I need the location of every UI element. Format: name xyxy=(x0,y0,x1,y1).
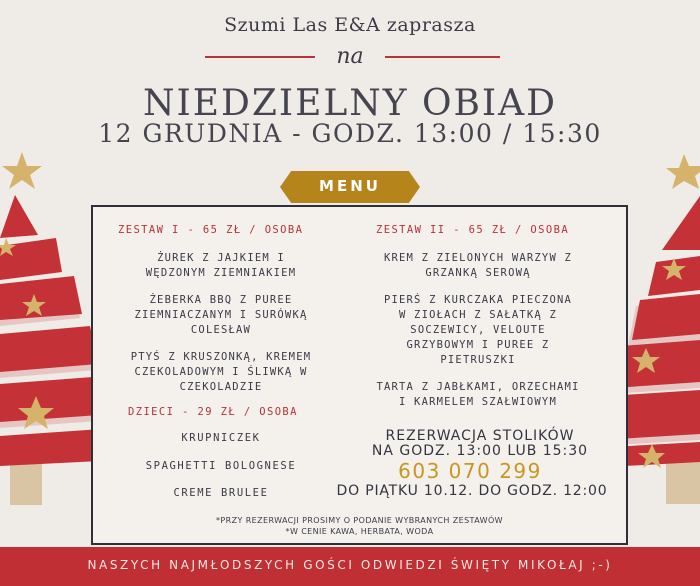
menu-item: PIERŚ Z KURCZAKA PIECZONA W ZIOŁACH Z SAŁATKĄ Z SOCZEWICY, VELOUTE GRZYBOWYM I PUREE Z PIETRUSZKI xyxy=(383,294,573,366)
divider-right xyxy=(385,56,500,58)
reservation-deadline: DO PIĄTKU 10.12. DO GODZ. 12:00 xyxy=(336,483,608,499)
kids-item: KRUPNICZEK xyxy=(181,432,261,444)
kids-header: DZIECI - 29 ZŁ / OSOBA xyxy=(128,406,298,418)
reservation-phone[interactable]: 603 070 299 xyxy=(398,459,542,483)
set-1-items xyxy=(96,251,346,395)
kids-item: SPAGHETTI BOLOGNESE xyxy=(145,460,297,472)
star-icon xyxy=(2,152,42,189)
page-title: NIEDZIELNY OBIAD xyxy=(142,83,558,124)
menu-label: MENU xyxy=(319,177,381,195)
event-date: 12 GRUDNIA - GODZ. 13:00 / 15:30 xyxy=(98,119,602,148)
menu-item: ŻEBERKA BBQ Z PUREE ZIEMNIACZANYM I SURÓWKĄ COLESŁAW xyxy=(134,294,308,336)
menu-item: ŻUREK Z JAJKIEM I WĘDZONYM ZIEMNIAKIEM xyxy=(145,252,297,279)
menu-item: PTYŚ Z KRUSZONKĄ, KREMEM CZEKOLADOWYM I ŚLIWKĄ W CZEKOLADZIE xyxy=(130,351,312,393)
na-text: na xyxy=(336,44,364,69)
menu-item: TARTA Z JABŁKAMI, ORZECHAMI I KARMELEM SZAŁWIOWYM xyxy=(376,381,580,408)
note-line: *PRZY REZERWACJI PROSIMY O PODANIE WYBRANYCH ZESTAWÓW xyxy=(216,516,503,525)
footer-text: NASZYCH NAJMŁODSZYCH GOŚCI ODWIEDZI ŚWIĘTY MIKOŁAJ ;-) xyxy=(87,558,613,572)
set-2-items xyxy=(352,251,604,410)
reservation-title: REZERWACJA STOLIKÓW xyxy=(385,428,575,444)
note-line: *W CENIE KAWA, HERBATA, WODA xyxy=(285,527,434,536)
invitation-text: Szumi Las E&A zaprasza xyxy=(224,14,476,36)
menu-item: KREM Z ZIELONYCH WARZYW Z GRZANKĄ SEROWĄ xyxy=(383,252,573,279)
reservation-hours: NA GODZ. 13:00 LUB 15:30 xyxy=(371,443,589,459)
set-1-header: ZESTAW I - 65 ZŁ / OSOBA xyxy=(118,224,304,236)
kids-item: CREME BRULEE xyxy=(173,487,269,499)
divider-left xyxy=(205,56,315,58)
set-2-header: ZESTAW II - 65 ZŁ / OSOBA xyxy=(376,224,570,236)
